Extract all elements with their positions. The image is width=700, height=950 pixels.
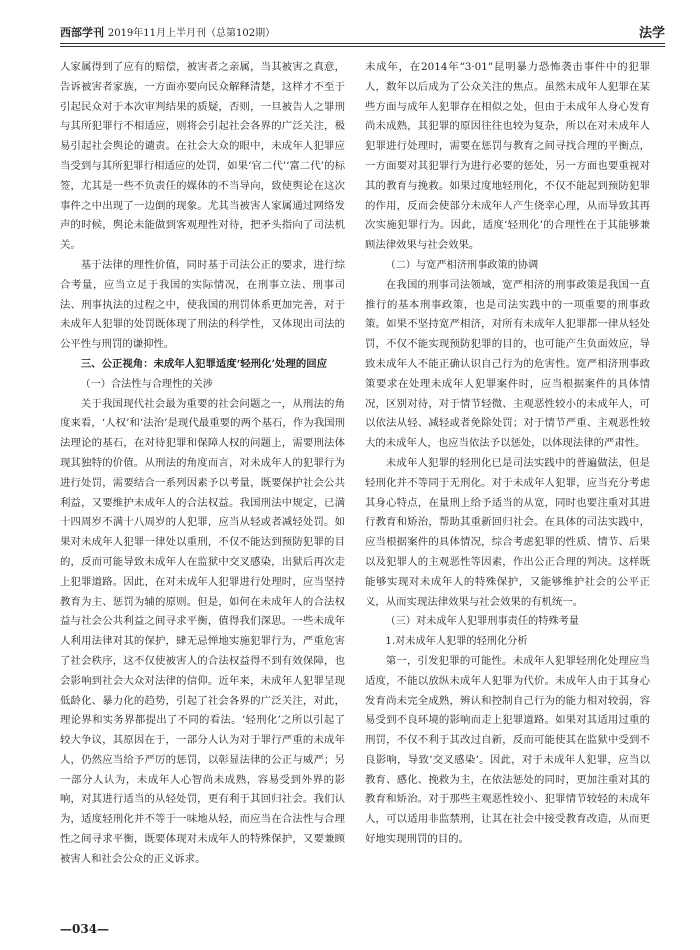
journal-title [60,24,275,40]
page-number: —034— [60,922,110,936]
section-label: 法学 [638,26,665,41]
subsection-heading: （一）合法性与合理性的关涉 [80,378,213,390]
paragraph: 在我国的刑事司法领域，宽严相济的刑事政策是我国一直推行的基本刑事政策，也是司法实践中的一项重要的刑事政策。如果不坚持宽严相济，对所有未成年人犯罪都一律从轻处罚，不仅不能实现预防犯罪的目的，也可能产生负面效应，导致未成年人不能正确认识自己行为的危害性。宽严相济刑事政策要求在处理未成年人犯罪案件时，应当根据案件的具体情况，区别对待，对于情节轻微、主观恶性较小的未成年人，可以依法从轻、减轻或者免除处罚；对于情节严重、主观恶性较大的未成年人，也应当依法予以惩处，以体现法律的严肃性。 [365,278,650,450]
left-column [60,58,345,870]
paragraph: 未成年人犯罪的轻刑化已是司法实践中的普遍做法，但是轻刑化并不等同于无刑化。对于未成年人犯罪，应当充分考虑其身心特点，在量刑上给予适当的从宽，同时也要注重对其进行教育和矫治，帮助其重新回归社会。在具体的司法实践中，应当根据案件的具体情况，综合考虑犯罪的性质、情节、后果以及犯罪人的主观恶性等因素，作出公正合理的判决。这样既能够实现对未成年人的特殊保护，又能够维护社会的公平正义，从而实现法律效果与社会效果的有机统一。 [365,456,650,608]
section-heading: 三、公正视角：未成年人犯罪适度‘轻刑化’处理的回应 [80,357,328,370]
sub-subsection-heading: 1.对未成年人犯罪的轻刑化分析 [385,636,528,648]
journal-issue: 2019年11月上半月刊（总第102期） [107,28,276,39]
paragraph: 人家属得到了应有的赔偿，被害者之亲属，当其被害之真意，告诉被害者家族，一方面亦要向民众解释清楚，这样才不至于引起民众对于本次审判结果的质疑，否则，一旦被告人之罪刑与其所犯罪行不相适应，则将会引起社会各界的广泛关注，极易引起社会舆论的谴责。在社会大众的眼中，未成年人犯罪应当受到与其所犯罪行相适应的处罚，如果‘官二代’‘富二代’的标签，尤其是一些不负责任的媒体的不当导向，致使舆论在这次事件之中出现了一边倒的现象。尤其当被害人家属通过网络发声的时候，舆论未能做到客观理性对待，把矛头指向了司法机关。 [60,61,345,252]
header-rule [60,43,665,44]
right-column [365,58,650,850]
paragraph: 未成年，在2014年“3·01”昆明暴力恐怖袭击事件中的犯罪人，数年以后成为了公众关注的焦点。虽然未成年人犯罪在某些方面与成年人犯罪存在相似之处，但由于未成年人身心发育尚未成熟，其犯罪的原因往往也较为复杂，所以在对未成年人犯罪进行处理时，需要在惩罚与教育之间寻找合理的平衡点，一方面要对其犯罪行为进行必要的惩处，另一方面也要重视对其的教育与挽救。如果过度地轻刑化，不仅不能起到预防犯罪的作用，反而会使部分未成年人产生侥幸心理，从而导致其再次实施犯罪行为。因此，适度‘轻刑化’的合理性在于其能够兼顾法律效果与社会效果。 [365,61,650,252]
subsection-heading: （二）与宽严相济刑事政策的协调 [385,259,539,271]
header-rule-thin [60,46,665,47]
page-header [60,22,665,44]
paragraph: 第一，引发犯罪的可能性。未成年人犯罪轻刑化处理应当适度，不能以放纵未成年人犯罪为代价。未成年人由于其身心发育尚未完全成熟，辨认和控制自己行为的能力相对较弱，容易受到不良环境的影响而走上犯罪道路。如果对其适用过重的刑罚，不仅不利于其改过自新，反而可能使其在监狱中受到不良影响，导致‘交叉感染’。因此，对于未成年人犯罪，应当以教育、感化、挽救为主，在依法惩处的同时，更加注重对其的教育和矫治。对于那些主观恶性较小、犯罪情节较轻的未成年人，可以适用非监禁刑，让其在社会中接受教育改造，从而更好地实现刑罚的目的。 [365,654,650,846]
journal-name: 西部学刊 [60,26,104,39]
paragraph: 关于我国现代社会最为重要的社会问题之一，从刑法的角度来看，‘人权’和‘法治’是现代最重要的两个基石，作为我国刑法理论的基石，在对待犯罪和保障人权的问题上，需要刑法体现其独特的价值。从刑法的角度而言，对未成年人的犯罪行为进行处罚，需要结合一系列因素予以考量，既要保护社会公共利益，又要维护未成年人的合法权益。我国刑法中规定，已满十四周岁不满十八周岁的人犯罪，应当从轻或者减轻处罚。如果对未成年人犯罪一律处以重刑，不仅不能达到预防犯罪的目的，反而可能导致未成年人在监狱中交叉感染，出狱后再次走上犯罪道路。因此，在对未成年人犯罪进行处理时，应当坚持教育为主、惩罚为辅的原则。但是，如何在未成年人的合法权益与社会公共利益之间寻求平衡，值得我们深思。一些未成年人利用法律对其的保护，肆无忌惮地实施犯罪行为，严重危害了社会秩序，这不仅使被害人的合法权益得不到有效保障，也会影响到社会大众对法律的信仰。近年来，未成年人犯罪呈现低龄化、暴力化的趋势，引起了社会各界的广泛关注，对此，理论界和实务界都提出了不同的看法。‘轻刑化’之所以引起了较大争议，其原因在于，一部分人认为对于罪行严重的未成年人，仍然应当给予严厉的惩罚，以彰显法律的公正与威严；另一部分人认为，未成年人心智尚未成熟，容易受到外界的影响，对其进行适当的从轻处罚，更有利于其回归社会。我们认为，适度轻刑化并不等于一味地从轻，而应当在合法性与合理性之间寻求平衡，既要体现对未成年人的特殊保护，又要兼顾被害人和社会公众的正义诉求。 [60,397,345,865]
paragraph: 基于法律的理性价值，同时基于司法公正的要求，进行综合考量，应当立足于我国的实际情况，在刑事立法、刑事司法、刑事执法的过程之中，使我国的刑罚体系更加完善，对于未成年人犯罪的处罚既体现了刑法的科学性，又体现出司法的公平性与刑罚的谦抑性。 [60,258,345,351]
subsection-heading: （三）对未成年人犯罪刑事责任的特殊考量 [385,616,579,628]
